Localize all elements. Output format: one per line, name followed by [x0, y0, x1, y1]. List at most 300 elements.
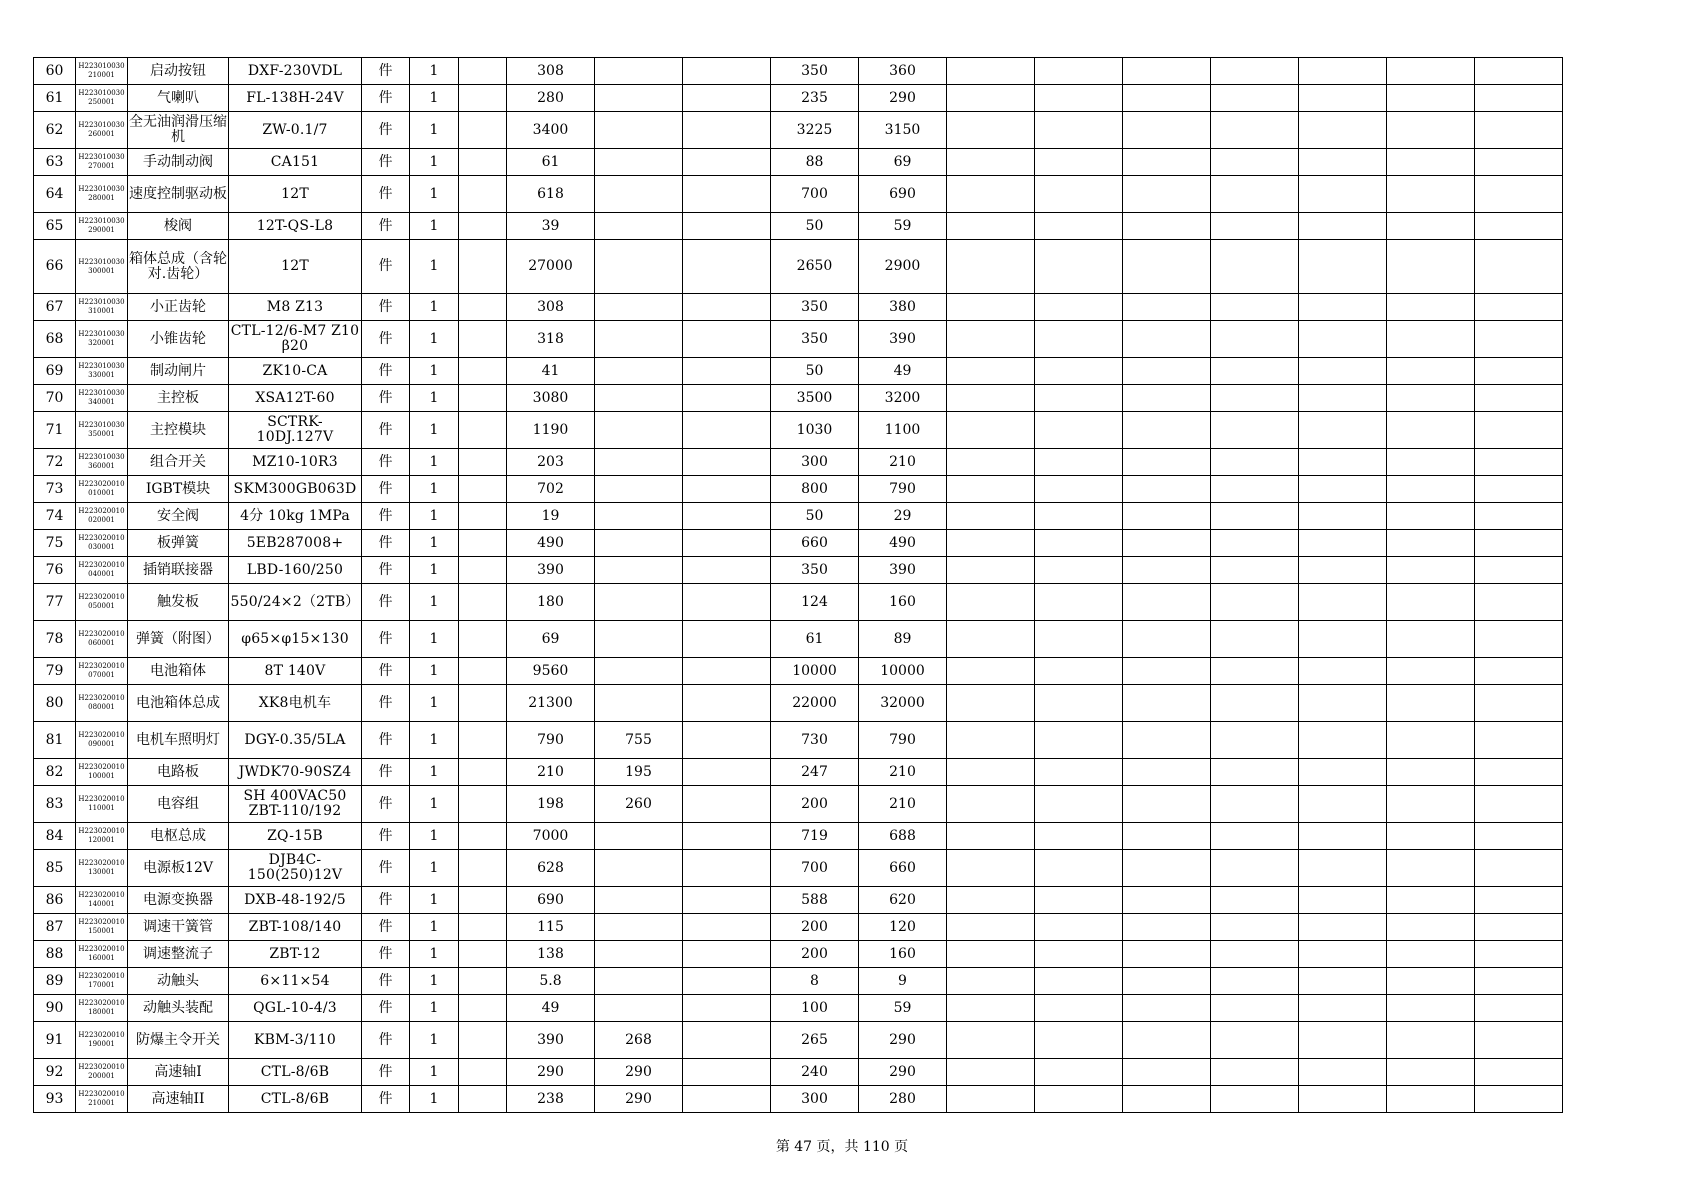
empty-cell: [1387, 584, 1475, 621]
item-spec: M8 Z13: [229, 294, 362, 321]
empty-cell: [1123, 85, 1211, 112]
item-qty: 1: [410, 358, 459, 385]
empty-cell: [683, 85, 771, 112]
item-unit: 件: [362, 112, 410, 149]
empty-cell: [1475, 823, 1563, 850]
empty-cell: [1123, 476, 1211, 503]
empty-cell: [459, 412, 507, 449]
price-2: [595, 968, 683, 995]
empty-cell: [683, 58, 771, 85]
empty-cell: [1387, 914, 1475, 941]
row-number: 69: [34, 358, 76, 385]
empty-cell: [1123, 722, 1211, 759]
price-1: 702: [507, 476, 595, 503]
empty-cell: [947, 358, 1035, 385]
empty-cell: [1299, 823, 1387, 850]
empty-cell: [1387, 621, 1475, 658]
empty-cell: [1211, 887, 1299, 914]
empty-cell: [1211, 294, 1299, 321]
item-qty: 1: [410, 176, 459, 213]
table-row: [34, 58, 1563, 85]
table-row: [34, 887, 1563, 914]
empty-cell: [459, 968, 507, 995]
item-qty: 1: [410, 823, 459, 850]
empty-cell: [1387, 321, 1475, 358]
empty-cell: [1475, 240, 1563, 294]
price-4: 29: [859, 503, 947, 530]
price-4: 10000: [859, 658, 947, 685]
item-name: 主控板: [128, 385, 229, 412]
empty-cell: [1211, 968, 1299, 995]
empty-cell: [1387, 887, 1475, 914]
item-spec: XK8电机车: [229, 685, 362, 722]
price-3: 1030: [771, 412, 859, 449]
price-2: 268: [595, 1022, 683, 1059]
table-row: [34, 412, 1563, 449]
item-qty: 1: [410, 1022, 459, 1059]
item-name: 电枢总成: [128, 823, 229, 850]
empty-cell: [1299, 995, 1387, 1022]
empty-cell: [683, 240, 771, 294]
row-number: 76: [34, 557, 76, 584]
empty-cell: [1211, 321, 1299, 358]
empty-cell: [1035, 149, 1123, 176]
row-number: 82: [34, 759, 76, 786]
price-3: 200: [771, 786, 859, 823]
price-4: 210: [859, 786, 947, 823]
item-unit: 件: [362, 412, 410, 449]
table-row: [34, 968, 1563, 995]
empty-cell: [1475, 412, 1563, 449]
empty-cell: [1387, 1086, 1475, 1113]
price-1: 19: [507, 503, 595, 530]
empty-cell: [1387, 1059, 1475, 1086]
material-code: H223020010 210001: [76, 1086, 128, 1113]
price-2: [595, 476, 683, 503]
material-code: H223010030 270001: [76, 149, 128, 176]
empty-cell: [1387, 240, 1475, 294]
material-code: H223010030 290001: [76, 213, 128, 240]
table-row: [34, 584, 1563, 621]
empty-cell: [683, 412, 771, 449]
empty-cell: [1387, 658, 1475, 685]
empty-cell: [683, 685, 771, 722]
price-1: 3400: [507, 112, 595, 149]
empty-cell: [1123, 112, 1211, 149]
item-name: 小正齿轮: [128, 294, 229, 321]
empty-cell: [1211, 412, 1299, 449]
item-spec: QGL-10-4/3: [229, 995, 362, 1022]
empty-cell: [1387, 149, 1475, 176]
empty-cell: [1123, 685, 1211, 722]
item-name: 弹簧（附图）: [128, 621, 229, 658]
price-4: 290: [859, 85, 947, 112]
empty-cell: [1211, 358, 1299, 385]
empty-cell: [683, 1059, 771, 1086]
item-unit: 件: [362, 621, 410, 658]
item-name: 气喇叭: [128, 85, 229, 112]
material-code: H223020010 180001: [76, 995, 128, 1022]
price-1: 238: [507, 1086, 595, 1113]
empty-cell: [459, 240, 507, 294]
empty-cell: [947, 759, 1035, 786]
empty-cell: [1211, 685, 1299, 722]
price-4: 790: [859, 476, 947, 503]
empty-cell: [1475, 995, 1563, 1022]
table-row: [34, 176, 1563, 213]
empty-cell: [683, 584, 771, 621]
price-4: 688: [859, 823, 947, 850]
table-row: [34, 914, 1563, 941]
empty-cell: [1211, 58, 1299, 85]
price-1: 5.8: [507, 968, 595, 995]
empty-cell: [1475, 850, 1563, 887]
price-1: 1190: [507, 412, 595, 449]
empty-cell: [1035, 85, 1123, 112]
row-number: 62: [34, 112, 76, 149]
item-name: 小锥齿轮: [128, 321, 229, 358]
price-4: 3150: [859, 112, 947, 149]
price-3: 50: [771, 358, 859, 385]
empty-cell: [459, 941, 507, 968]
table-row: [34, 503, 1563, 530]
empty-cell: [947, 149, 1035, 176]
empty-cell: [1299, 887, 1387, 914]
empty-cell: [1123, 503, 1211, 530]
empty-cell: [1035, 941, 1123, 968]
item-unit: 件: [362, 240, 410, 294]
empty-cell: [1387, 112, 1475, 149]
row-number: 86: [34, 887, 76, 914]
row-number: 71: [34, 412, 76, 449]
empty-cell: [947, 968, 1035, 995]
empty-cell: [1299, 584, 1387, 621]
price-3: 235: [771, 85, 859, 112]
item-name: 制动闸片: [128, 358, 229, 385]
material-code: H223010030 280001: [76, 176, 128, 213]
empty-cell: [459, 722, 507, 759]
price-4: 210: [859, 759, 947, 786]
material-code: H223020010 200001: [76, 1059, 128, 1086]
empty-cell: [683, 321, 771, 358]
empty-cell: [1211, 213, 1299, 240]
material-code: H223020010 030001: [76, 530, 128, 557]
price-2: [595, 995, 683, 1022]
empty-cell: [459, 476, 507, 503]
empty-cell: [459, 887, 507, 914]
empty-cell: [1299, 358, 1387, 385]
empty-cell: [459, 1022, 507, 1059]
item-name: 电路板: [128, 759, 229, 786]
item-unit: 件: [362, 557, 410, 584]
price-2: [595, 213, 683, 240]
empty-cell: [1299, 213, 1387, 240]
item-spec: SKM300GB063D: [229, 476, 362, 503]
empty-cell: [683, 358, 771, 385]
item-unit: 件: [362, 914, 410, 941]
material-code: H223020010 110001: [76, 786, 128, 823]
empty-cell: [1387, 503, 1475, 530]
empty-cell: [947, 995, 1035, 1022]
item-spec: CA151: [229, 149, 362, 176]
price-3: 2650: [771, 240, 859, 294]
empty-cell: [1035, 240, 1123, 294]
price-4: 290: [859, 1059, 947, 1086]
empty-cell: [947, 914, 1035, 941]
item-qty: 1: [410, 321, 459, 358]
item-spec: 12T: [229, 240, 362, 294]
item-qty: 1: [410, 412, 459, 449]
empty-cell: [1299, 1086, 1387, 1113]
empty-cell: [1035, 358, 1123, 385]
price-2: [595, 503, 683, 530]
material-code: H223020010 080001: [76, 685, 128, 722]
price-4: 790: [859, 722, 947, 759]
row-number: 77: [34, 584, 76, 621]
empty-cell: [947, 557, 1035, 584]
row-number: 89: [34, 968, 76, 995]
price-3: 350: [771, 294, 859, 321]
item-unit: 件: [362, 1022, 410, 1059]
empty-cell: [947, 112, 1035, 149]
empty-cell: [1035, 786, 1123, 823]
price-3: 22000: [771, 685, 859, 722]
row-number: 68: [34, 321, 76, 358]
price-4: 160: [859, 584, 947, 621]
table-row: [34, 358, 1563, 385]
item-unit: 件: [362, 722, 410, 759]
empty-cell: [1123, 449, 1211, 476]
price-3: 350: [771, 321, 859, 358]
item-qty: 1: [410, 887, 459, 914]
empty-cell: [947, 887, 1035, 914]
price-3: 350: [771, 58, 859, 85]
empty-cell: [1387, 294, 1475, 321]
empty-cell: [1211, 584, 1299, 621]
price-3: 350: [771, 557, 859, 584]
table-row: [34, 112, 1563, 149]
price-3: 247: [771, 759, 859, 786]
row-number: 83: [34, 786, 76, 823]
item-spec: 8T 140V: [229, 658, 362, 685]
empty-cell: [459, 658, 507, 685]
table-row: [34, 149, 1563, 176]
material-code: H223020010 190001: [76, 1022, 128, 1059]
table-body: [34, 58, 1563, 1113]
empty-cell: [683, 786, 771, 823]
item-name: 调速干簧管: [128, 914, 229, 941]
empty-cell: [1387, 530, 1475, 557]
empty-cell: [947, 85, 1035, 112]
row-number: 60: [34, 58, 76, 85]
empty-cell: [1035, 449, 1123, 476]
empty-cell: [1299, 1059, 1387, 1086]
item-spec: CTL-8/6B: [229, 1059, 362, 1086]
empty-cell: [1475, 503, 1563, 530]
empty-cell: [1299, 112, 1387, 149]
item-qty: 1: [410, 722, 459, 759]
empty-cell: [1475, 449, 1563, 476]
empty-cell: [1211, 1022, 1299, 1059]
price-4: 360: [859, 58, 947, 85]
row-number: 65: [34, 213, 76, 240]
item-spec: LBD-160/250: [229, 557, 362, 584]
item-unit: 件: [362, 321, 410, 358]
price-3: 61: [771, 621, 859, 658]
empty-cell: [1035, 557, 1123, 584]
empty-cell: [1387, 476, 1475, 503]
empty-cell: [947, 213, 1035, 240]
price-2: [595, 85, 683, 112]
empty-cell: [1211, 823, 1299, 850]
empty-cell: [1211, 449, 1299, 476]
item-spec: DJB4C-150(250)12V: [229, 850, 362, 887]
empty-cell: [1299, 503, 1387, 530]
item-name: IGBT模块: [128, 476, 229, 503]
item-spec: CTL-12/6-M7 Z10 β20: [229, 321, 362, 358]
empty-cell: [947, 240, 1035, 294]
price-2: 260: [595, 786, 683, 823]
empty-cell: [1387, 850, 1475, 887]
empty-cell: [1123, 1059, 1211, 1086]
table-row: [34, 759, 1563, 786]
empty-cell: [947, 685, 1035, 722]
empty-cell: [1211, 658, 1299, 685]
row-number: 92: [34, 1059, 76, 1086]
price-1: 61: [507, 149, 595, 176]
empty-cell: [1211, 1086, 1299, 1113]
empty-cell: [1123, 914, 1211, 941]
item-unit: 件: [362, 530, 410, 557]
item-spec: ZW-0.1/7: [229, 112, 362, 149]
item-name: 电机车照明灯: [128, 722, 229, 759]
item-spec: XSA12T-60: [229, 385, 362, 412]
price-2: [595, 321, 683, 358]
item-spec: JWDK70-90SZ4: [229, 759, 362, 786]
empty-cell: [947, 722, 1035, 759]
price-2: [595, 658, 683, 685]
item-name: 电源变换器: [128, 887, 229, 914]
price-1: 390: [507, 1022, 595, 1059]
empty-cell: [1475, 584, 1563, 621]
price-2: [595, 823, 683, 850]
item-qty: 1: [410, 914, 459, 941]
empty-cell: [1299, 321, 1387, 358]
price-3: 240: [771, 1059, 859, 1086]
empty-cell: [1299, 1022, 1387, 1059]
table-row: [34, 213, 1563, 240]
price-2: [595, 149, 683, 176]
empty-cell: [1387, 176, 1475, 213]
price-3: 660: [771, 530, 859, 557]
empty-cell: [1035, 1059, 1123, 1086]
empty-cell: [459, 503, 507, 530]
price-4: 380: [859, 294, 947, 321]
empty-cell: [1387, 213, 1475, 240]
price-1: 27000: [507, 240, 595, 294]
item-name: 高速轴I: [128, 1059, 229, 1086]
row-number: 85: [34, 850, 76, 887]
item-unit: 件: [362, 149, 410, 176]
empty-cell: [683, 658, 771, 685]
empty-cell: [1299, 412, 1387, 449]
price-2: [595, 850, 683, 887]
empty-cell: [1475, 213, 1563, 240]
item-unit: 件: [362, 449, 410, 476]
item-spec: DXB-48-192/5: [229, 887, 362, 914]
price-2: 755: [595, 722, 683, 759]
table-row: [34, 85, 1563, 112]
item-name: 速度控制驱动板: [128, 176, 229, 213]
empty-cell: [1035, 176, 1123, 213]
item-unit: 件: [362, 995, 410, 1022]
price-3: 300: [771, 449, 859, 476]
empty-cell: [947, 786, 1035, 823]
row-number: 73: [34, 476, 76, 503]
empty-cell: [1035, 995, 1123, 1022]
material-code: H223010030 330001: [76, 358, 128, 385]
price-1: 49: [507, 995, 595, 1022]
price-4: 3200: [859, 385, 947, 412]
price-4: 490: [859, 530, 947, 557]
price-4: 2900: [859, 240, 947, 294]
price-1: 390: [507, 557, 595, 584]
empty-cell: [1299, 722, 1387, 759]
row-number: 67: [34, 294, 76, 321]
item-unit: 件: [362, 850, 410, 887]
empty-cell: [459, 914, 507, 941]
material-code: H223020010 160001: [76, 941, 128, 968]
empty-cell: [1475, 786, 1563, 823]
item-name: 动触头装配: [128, 995, 229, 1022]
price-3: 50: [771, 213, 859, 240]
item-qty: 1: [410, 213, 459, 240]
price-3: 730: [771, 722, 859, 759]
price-4: 160: [859, 941, 947, 968]
price-4: 290: [859, 1022, 947, 1059]
price-2: [595, 914, 683, 941]
material-code: H223010030 360001: [76, 449, 128, 476]
price-3: 800: [771, 476, 859, 503]
row-number: 93: [34, 1086, 76, 1113]
empty-cell: [947, 58, 1035, 85]
empty-cell: [1123, 584, 1211, 621]
empty-cell: [1387, 759, 1475, 786]
empty-cell: [1123, 557, 1211, 584]
price-2: [595, 685, 683, 722]
item-name: 插销联接器: [128, 557, 229, 584]
price-3: 3225: [771, 112, 859, 149]
material-code: H223020010 130001: [76, 850, 128, 887]
price-2: [595, 176, 683, 213]
empty-cell: [947, 1086, 1035, 1113]
item-unit: 件: [362, 887, 410, 914]
empty-cell: [1035, 759, 1123, 786]
empty-cell: [683, 149, 771, 176]
empty-cell: [1035, 887, 1123, 914]
empty-cell: [1123, 850, 1211, 887]
empty-cell: [459, 294, 507, 321]
price-2: [595, 112, 683, 149]
empty-cell: [1475, 722, 1563, 759]
empty-cell: [1475, 1022, 1563, 1059]
item-spec: MZ10-10R3: [229, 449, 362, 476]
item-qty: 1: [410, 1059, 459, 1086]
empty-cell: [1035, 294, 1123, 321]
empty-cell: [1299, 149, 1387, 176]
empty-cell: [1299, 176, 1387, 213]
item-name: 主控模块: [128, 412, 229, 449]
